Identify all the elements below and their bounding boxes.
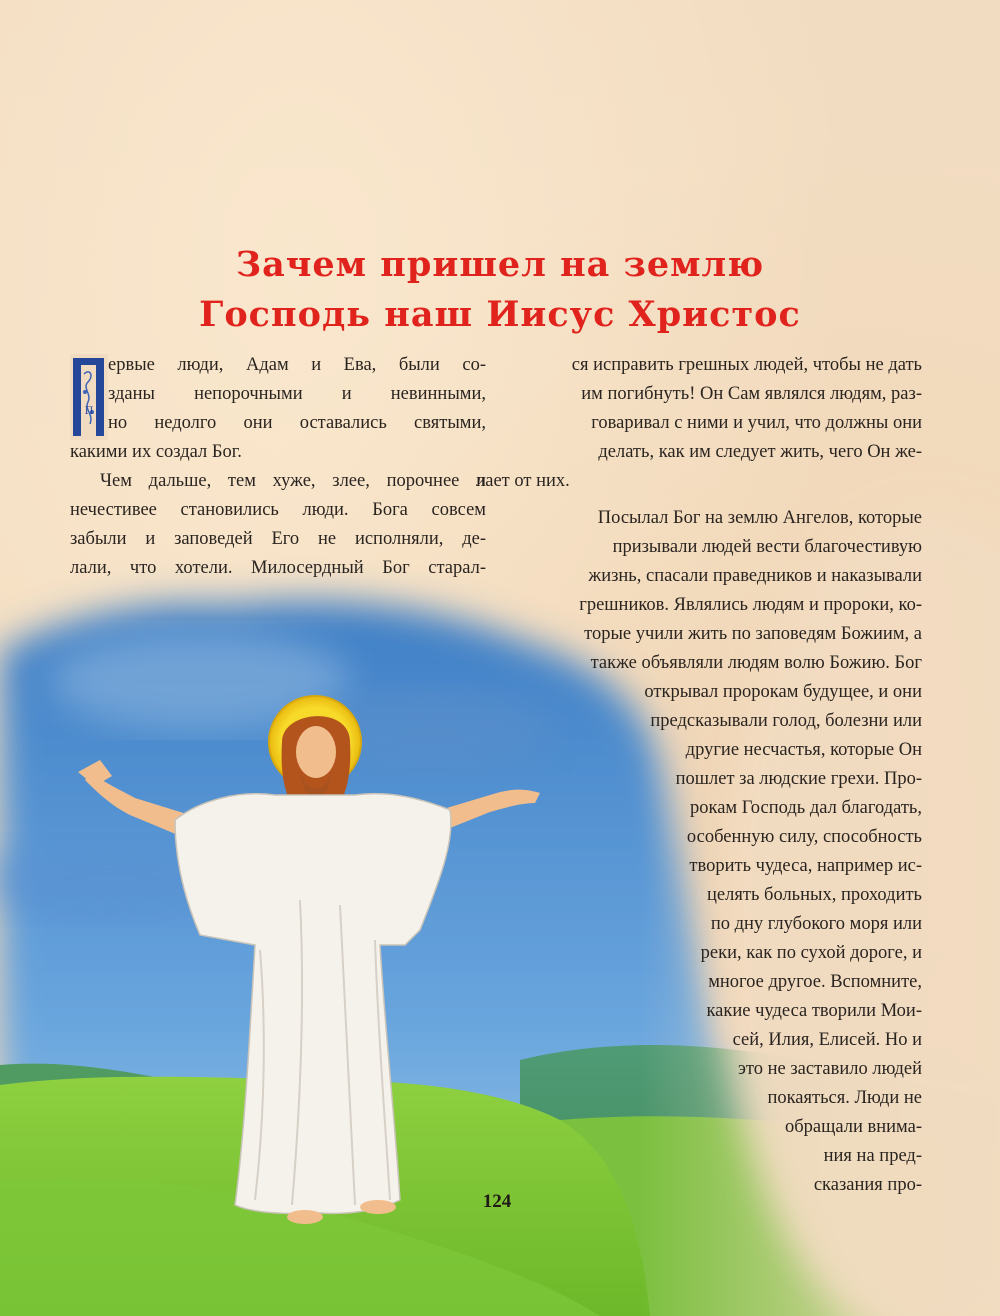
paragraph-line: говаривал с ними и учил, что должны они [591,413,922,433]
paragraph-line: зданы непорочными и невинными, [108,384,486,404]
paragraph-line: обращали внима- [785,1117,922,1137]
svg-text:П: П [84,406,94,417]
paragraph-line: многое другое. Вспомните, [708,972,922,992]
left-column [70,351,486,583]
paragraph-line: целять больных, проходить [707,885,922,905]
paragraph-line: лает от них. [476,471,570,491]
paragraph-line: также объявляли людям волю Божию. Бог [590,653,922,673]
paragraph-line: им погибнуть! Он Сам являлся людям, раз- [581,384,922,404]
paragraph-line: реки, как по сухой дороге, и [700,943,922,963]
paragraph-line: но недолго они оставались святыми, [108,413,486,433]
paragraph-line: это не заставило людей [737,1059,922,1079]
paragraph-line: открывал пророкам будущее, и они [644,682,922,702]
paragraph-line: особенную силу, способность [686,827,922,847]
paragraph-line: грешников. Являлись людям и пророки, ко- [579,595,922,615]
paragraph-line: какие чудеса творили Мои- [706,1001,922,1021]
paragraph-line: ервые люди, Адам и Ева, были со- [108,355,486,375]
page-number: 124 [482,1191,512,1212]
paragraph-line: пошлет за людские грехи. Про- [675,769,922,789]
paragraph-line: делать, как им следует жить, чего Он же- [598,442,922,462]
paragraph-line: ся исправить грешных людей, чтобы не дать [571,355,922,375]
paragraph-line: нечестивее становились люди. Бога совсем [70,500,486,520]
paragraph-line: забыли и заповедей Его не исполняли, де- [70,529,486,549]
paragraph-line: рокам Господь дал благодать, [689,798,922,818]
paragraph-line: предсказывали голод, болезни или [650,711,922,731]
paragraph-line: призывали людей вести благочестивую [612,537,922,557]
paragraph-line: какими их создал Бог. [70,442,242,462]
paragraph-line: торые учили жить по заповедям Божиим, а [584,624,922,644]
paragraph-line: Посылал Бог на землю Ангелов, которые [597,508,922,528]
page-title [0,240,1000,340]
right-column [476,351,922,1200]
paragraph-line: ния на пред- [823,1146,922,1166]
paragraph-line: по дну глубокого моря или [710,914,922,934]
title-line-1: Зачем пришел на землю [235,244,765,285]
title-line-2: Господь наш Иисус Христос [199,294,801,335]
paragraph-line: сей, Илия, Елисей. Но и [732,1030,922,1050]
paragraph-line: покаяться. Люди не [767,1088,922,1108]
paragraph-line: другие несчастья, которые Он [685,740,922,760]
paragraph-line: лали, что хотели. Милосердный Бог старал- [70,558,486,578]
paragraph-line: жизнь, спасали праведников и наказывали [588,566,922,586]
paragraph-line: сказания про- [813,1175,922,1195]
paragraph-line: Чем дальше, тем хуже, злее, порочнее и [100,471,486,491]
paragraph-line: творить чудеса, например ис- [689,856,922,876]
